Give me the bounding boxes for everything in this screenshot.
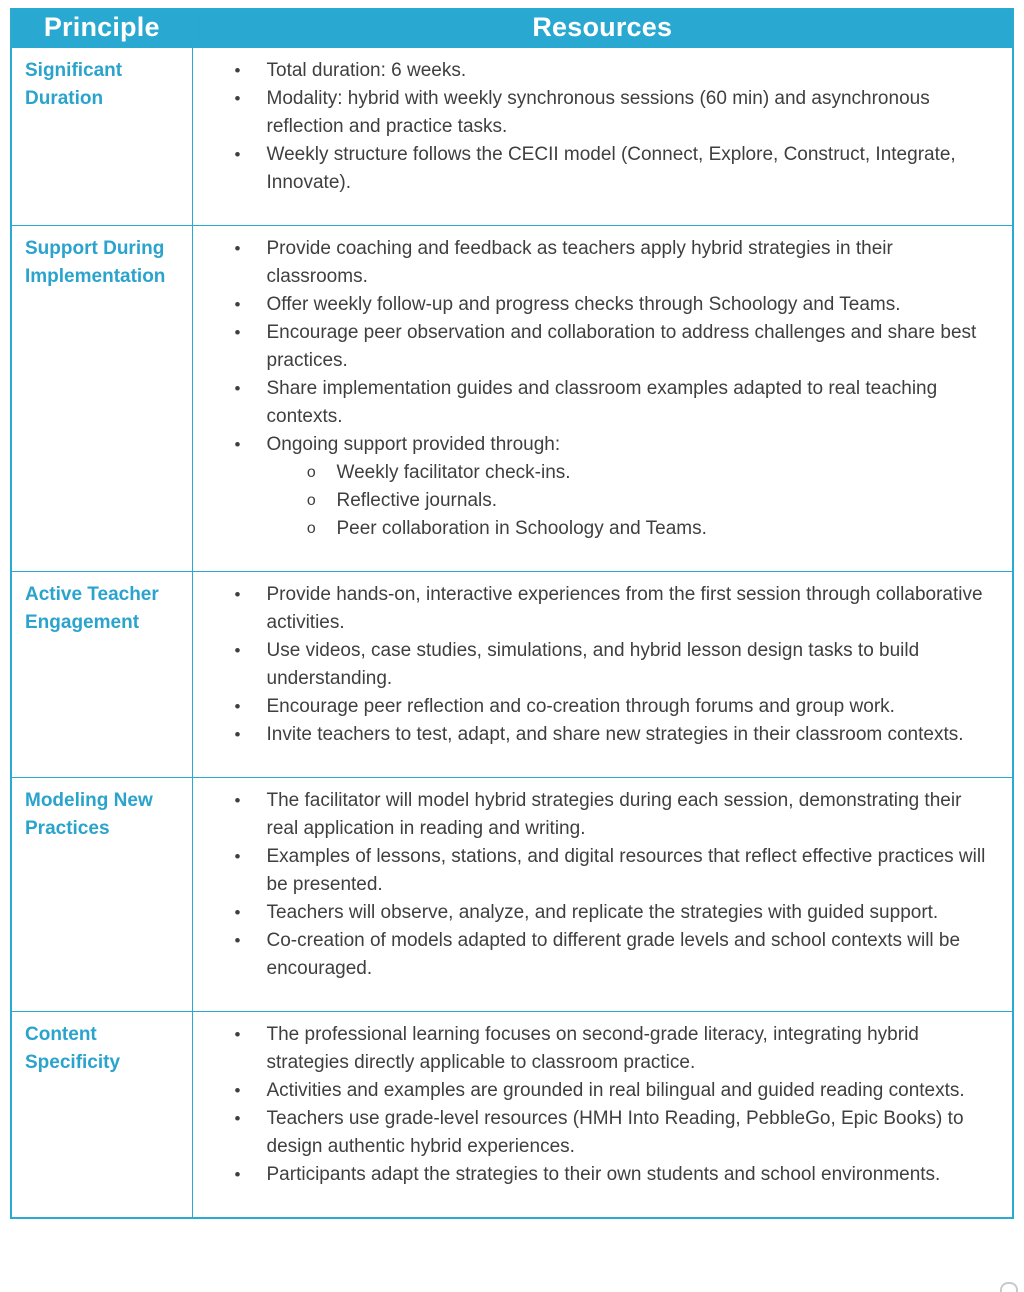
header-row [11, 9, 1013, 48]
bullet-marker: • [234, 435, 241, 454]
bullet-marker: • [234, 725, 241, 744]
bullet-text: Teachers will observe, analyze, and replicate the strategies with guided support. [266, 902, 939, 923]
bullet-marker: • [234, 1025, 241, 1044]
principles-resources-table [10, 8, 1014, 1219]
bullet-marker: • [234, 1081, 241, 1100]
bullet-marker: • [234, 931, 241, 950]
bullet-item [193, 721, 999, 749]
bullet-marker: • [234, 791, 241, 810]
bullet-item [193, 1105, 999, 1161]
bullet-text: Examples of lessons, stations, and digital resources that reflect effective practices will be presented. [266, 846, 986, 895]
bullet-marker: • [234, 323, 241, 342]
bullet-item [193, 291, 999, 319]
resources-cell [192, 572, 1013, 778]
bullet-item [193, 1077, 999, 1105]
bullet-item [193, 431, 999, 459]
bullet-item [193, 581, 999, 637]
bullet-marker: • [234, 379, 241, 398]
bullet-text: Total duration: 6 weeks. [266, 60, 467, 81]
resources-cell [192, 226, 1013, 572]
bullet-text: The facilitator will model hybrid strategies during each session, demonstrating their real application in reading and writing. [266, 790, 962, 839]
table-row [11, 1012, 1013, 1219]
bullet-text: Invite teachers to test, adapt, and share new strategies in their classroom contexts. [266, 724, 964, 745]
bullet-text: Encourage peer reflection and co-creation through forums and group work. [266, 696, 895, 717]
bullet-text: The professional learning focuses on second-grade literacy, integrating hybrid strategies directly applicable to classroom practice. [266, 1024, 919, 1073]
bullet-item [193, 375, 999, 431]
bullet-text: Offer weekly follow-up and progress checks through Schoology and Teams. [266, 294, 901, 315]
bullet-item [193, 235, 999, 291]
bullet-text: Ongoing support provided through: [266, 434, 561, 455]
bullet-marker: • [234, 295, 241, 314]
bullet-item [193, 1161, 999, 1189]
bullet-text: Use videos, case studies, simulations, and hybrid lesson design tasks to build understanding. [266, 640, 920, 689]
sub-bullet-text: Reflective journals. [336, 490, 498, 511]
sub-bullet-marker: o [306, 520, 317, 538]
bullet-marker: • [234, 145, 241, 164]
table-row [11, 572, 1013, 778]
bullet-text: Co-creation of models adapted to different grade levels and school contexts will be encouraged. [266, 930, 961, 979]
bullet-marker: • [234, 847, 241, 866]
bullet-text: Provide hands-on, interactive experiences from the first session through collaborative activities. [266, 584, 983, 633]
bullet-marker: • [234, 585, 241, 604]
bullet-text: Activities and examples are grounded in real bilingual and guided reading contexts. [266, 1080, 965, 1101]
bullet-marker: • [234, 1165, 241, 1184]
bullet-item [193, 787, 999, 843]
bullet-marker: • [234, 903, 241, 922]
sub-bullet-item [193, 459, 999, 487]
bullet-marker: • [234, 697, 241, 716]
header-principle: Principle [11, 9, 192, 48]
table-row [11, 48, 1013, 226]
sub-bullet-item [193, 487, 999, 515]
bullet-text: Provide coaching and feedback as teachers apply hybrid strategies in their classrooms. [266, 238, 893, 287]
bullet-item [193, 843, 999, 899]
bullet-text: Weekly structure follows the CECII model (Connect, Explore, Construct, Integrate, Innovate). [266, 144, 956, 193]
table-row [11, 226, 1013, 572]
bullet-text: Participants adapt the strategies to their own students and school environments. [266, 1164, 941, 1185]
bullet-marker: • [234, 239, 241, 258]
resources-cell [192, 1012, 1013, 1219]
bullet-item [193, 1021, 999, 1077]
principle-cell: Support During Implementation [11, 226, 192, 572]
principle-cell: Active Teacher Engagement [11, 572, 192, 778]
sub-bullet-marker: o [306, 464, 317, 482]
resources-cell [192, 48, 1013, 226]
bullet-item [193, 319, 999, 375]
header-resources: Resources [192, 9, 1013, 48]
principle-cell: Content Specificity [11, 1012, 192, 1219]
bullet-marker: • [234, 89, 241, 108]
bullet-text: Teachers use grade-level resources (HMH Into Reading, PebbleGo, Epic Books) to design authentic hybrid experiences. [266, 1108, 964, 1157]
bullet-item [193, 927, 999, 983]
bullet-item [193, 85, 999, 141]
bullet-text: Share implementation guides and classroom examples adapted to real teaching contexts. [266, 378, 938, 427]
bullet-item [193, 899, 999, 927]
principle-cell: Significant Duration [11, 48, 192, 226]
resources-cell [192, 778, 1013, 1012]
bullet-item [193, 693, 999, 721]
table-body [11, 48, 1013, 1219]
bullet-marker: • [234, 61, 241, 80]
sub-bullet-text: Peer collaboration in Schoology and Teams. [336, 518, 707, 539]
bullet-item [193, 637, 999, 693]
sub-bullet-item [193, 515, 999, 543]
table-resize-handle-icon [1000, 1282, 1018, 1292]
bullet-item [193, 141, 999, 197]
bullet-text: Encourage peer observation and collaboration to address challenges and share best practices. [266, 322, 977, 371]
sub-bullet-marker: o [306, 492, 317, 510]
bullet-text: Modality: hybrid with weekly synchronous sessions (60 min) and asynchronous reflection and practice tasks. [266, 88, 930, 137]
table-header [11, 9, 1013, 48]
bullet-item [193, 57, 999, 85]
table-row [11, 778, 1013, 1012]
bullet-marker: • [234, 1109, 241, 1128]
bullet-marker: • [234, 641, 241, 660]
principle-cell: Modeling New Practices [11, 778, 192, 1012]
sub-bullet-text: Weekly facilitator check-ins. [336, 462, 571, 483]
